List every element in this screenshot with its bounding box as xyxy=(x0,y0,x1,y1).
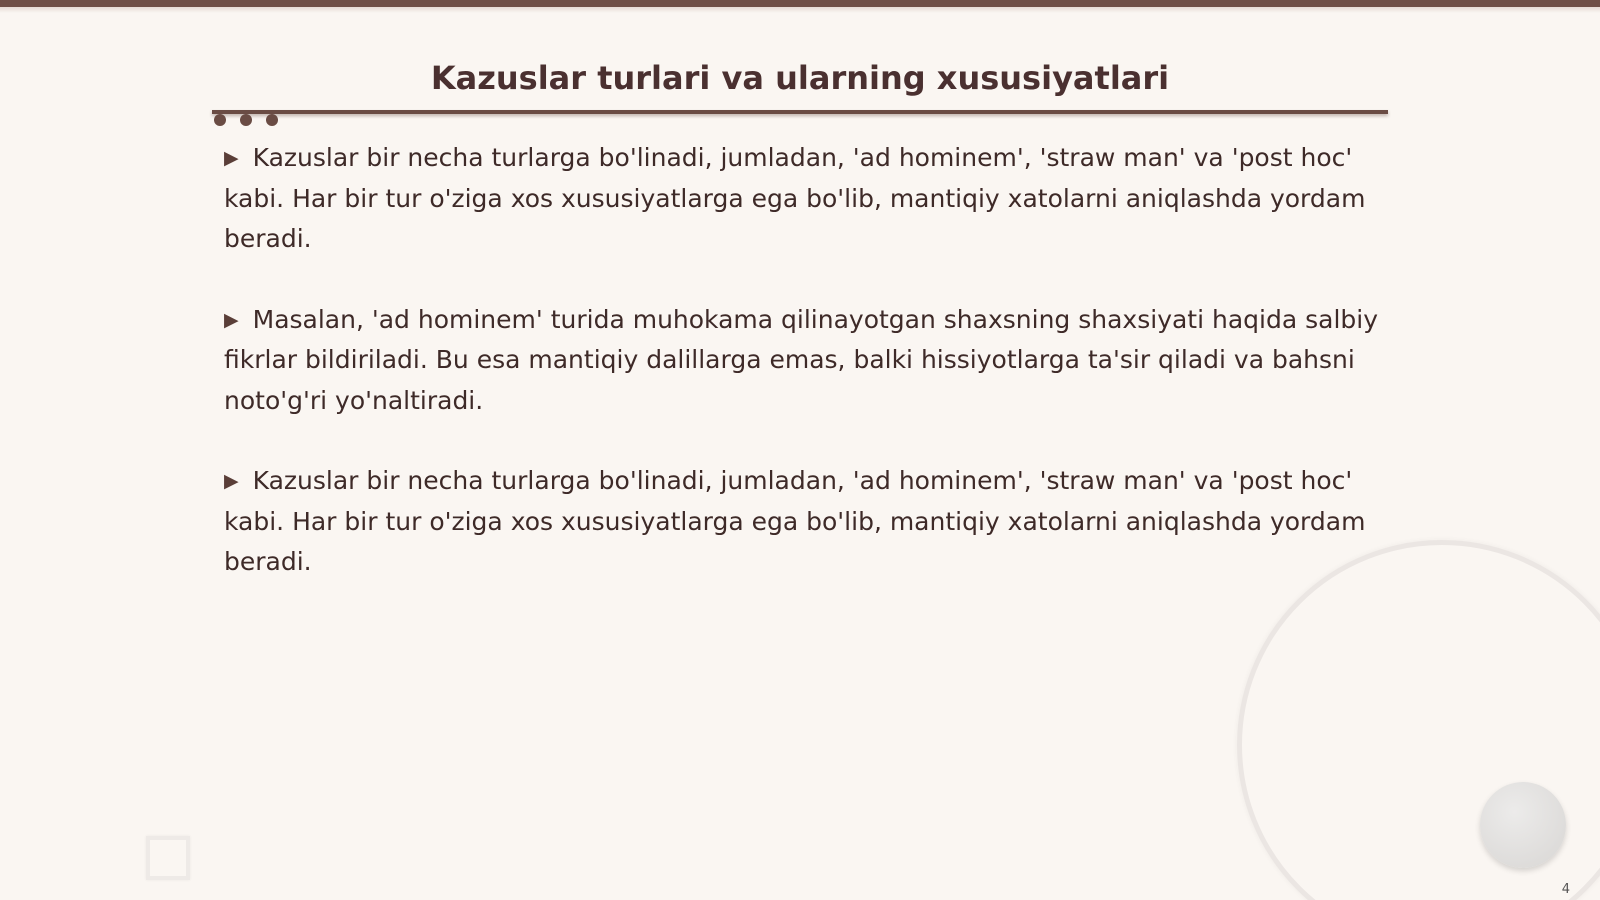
decorative-dot xyxy=(214,114,226,126)
bullet-text: Kazuslar bir necha turlarga bo'linadi, jumladan, 'ad hominem', 'straw man' va 'post hoc' kabi. Har bir tur o'ziga xos xususiyatlarga ega bo'lib, mantiqiy xatolarni aniqlashda yordam beradi. xyxy=(224,466,1366,576)
bullet-text: Kazuslar bir necha turlarga bo'linadi, jumladan, 'ad hominem', 'straw man' va 'post hoc' kabi. Har bir tur o'ziga xos xususiyatlarga ega bo'lib, mantiqiy xatolarni aniqlashda yordam beradi. xyxy=(224,143,1366,253)
slide-title: Kazuslar turlari va ularning xususiyatlari xyxy=(430,59,1170,97)
bullet-triangle-icon: ▶ xyxy=(224,147,239,169)
decorative-circle xyxy=(1480,782,1566,868)
bullet-list xyxy=(224,138,1380,623)
bullet-paragraph-3 xyxy=(224,461,1380,583)
decorative-dot xyxy=(266,114,278,126)
bullet-triangle-icon: ▶ xyxy=(224,470,239,492)
bullet-triangle-icon: ▶ xyxy=(224,308,239,331)
decorative-dot xyxy=(240,114,252,126)
bullet-text: Masalan, 'ad hominem' turida muhokama qilinayotgan shaxsning shaxsiyati haqida salbiy fikrlar bildiriladi. Bu esa mantiqiy dalillarga emas, balki hissiyotlarga ta'sir qiladi va bahsni noto'g'ri yo'naltiradi. xyxy=(224,304,1379,415)
top-accent-bar-shadow xyxy=(0,7,1600,13)
bullet-paragraph-1 xyxy=(224,138,1380,260)
top-accent-bar xyxy=(0,0,1600,7)
page-number: 4 xyxy=(1561,882,1570,897)
title-underline xyxy=(212,110,1388,114)
decorative-square xyxy=(146,836,190,880)
bullet-paragraph-2 xyxy=(224,300,1380,422)
